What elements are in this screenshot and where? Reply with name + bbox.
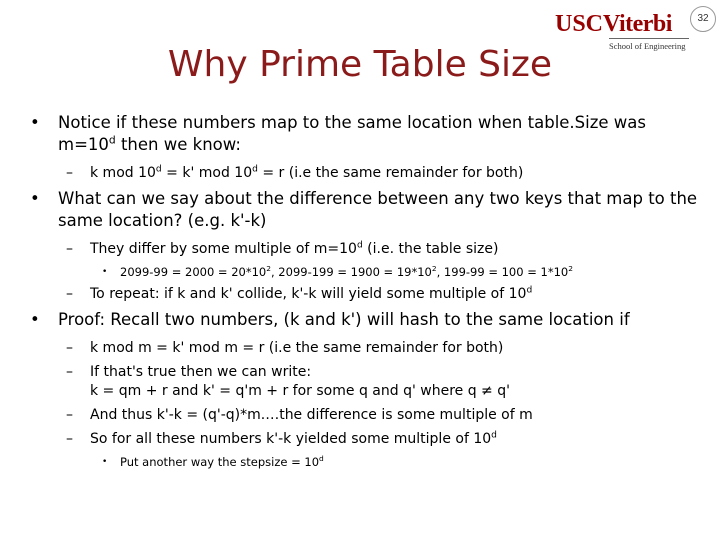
bullet-level2: [30, 363, 700, 401]
sub-sub-bullet-text: Put another way the stepsize = $10^d$: [120, 454, 324, 469]
logo-wordmark: [555, 12, 695, 36]
bullet-icon: •: [30, 189, 40, 208]
sub-bullet-text: And thus k'-k = (q'-q)*m.…the difference is some multiple of m: [90, 407, 533, 423]
bullet-level2: [30, 164, 700, 183]
dash-icon: –: [66, 241, 73, 257]
bullet-level1: [30, 112, 700, 156]
logo-subtitle: School of Engineering: [609, 41, 686, 51]
sub-bullet-text: So for all these numbers k'-k yielded some multiple of 10$^d$: [90, 430, 497, 447]
sub-bullet-text: k mod m = k' mod m = r (i.e the same remainder for both): [90, 340, 504, 356]
logo-usc: USC: [555, 11, 604, 37]
slide-number: 32: [690, 6, 716, 32]
bullet-level2: [30, 285, 700, 304]
bullet-text: Proof: Recall two numbers, (k and k') will hash to the same location if: [58, 310, 630, 329]
bullet-icon: •: [30, 310, 40, 329]
slide-title: Why Prime Table Size: [167, 44, 553, 85]
logo-viterbi: Viterbi: [603, 11, 672, 37]
dash-icon: –: [66, 165, 73, 181]
slide-body: [30, 112, 700, 475]
sub-sub-bullet-text: $2099-99 = 2000 = 20*10^2$, $2099-199 = 1900 = 19*10^2$, $199-99 = 100 = 1*10^2$: [120, 264, 573, 279]
sub-bullet-text: They differ by some multiple of $m=10^d$ (i.e. the table size): [90, 240, 499, 257]
dash-icon: –: [66, 364, 73, 380]
dash-icon: –: [66, 407, 73, 423]
sub-bullet-text: To repeat: if k and k' collide, k'-k will yield some multiple of 10$^d$: [90, 285, 533, 302]
bullet-icon: •: [102, 457, 108, 467]
bullet-icon: •: [102, 267, 108, 277]
bullet-level2: [30, 240, 700, 259]
sub-bullet-text: k mod $10^d = k'$ mod $10^d = r$ (i.e the same remainder for both): [90, 164, 524, 181]
bullet-level2: [30, 430, 700, 449]
sub-bullet-text: If that's true then we can write: k = qm + r and k' = q'm + r for some q and q' where q ≠ q': [90, 364, 510, 399]
bullet-level1: [30, 188, 700, 232]
bullet-level3: [30, 454, 700, 470]
logo-divider: [609, 38, 689, 39]
bullet-level1: [30, 309, 700, 331]
bullet-level3: [30, 264, 700, 280]
dash-icon: –: [66, 286, 73, 302]
bullet-level2: [30, 339, 700, 358]
bullet-text: What can we say about the difference between any two keys that map to the same location? (e.g. k'-k): [58, 189, 698, 230]
bullet-icon: •: [30, 113, 40, 132]
dash-icon: –: [66, 340, 73, 356]
dash-icon: –: [66, 431, 73, 447]
bullet-text: Notice if these numbers map to the same location when table.Size was $m=10^d$ then we know:: [58, 113, 646, 154]
bullet-level2: [30, 406, 700, 425]
